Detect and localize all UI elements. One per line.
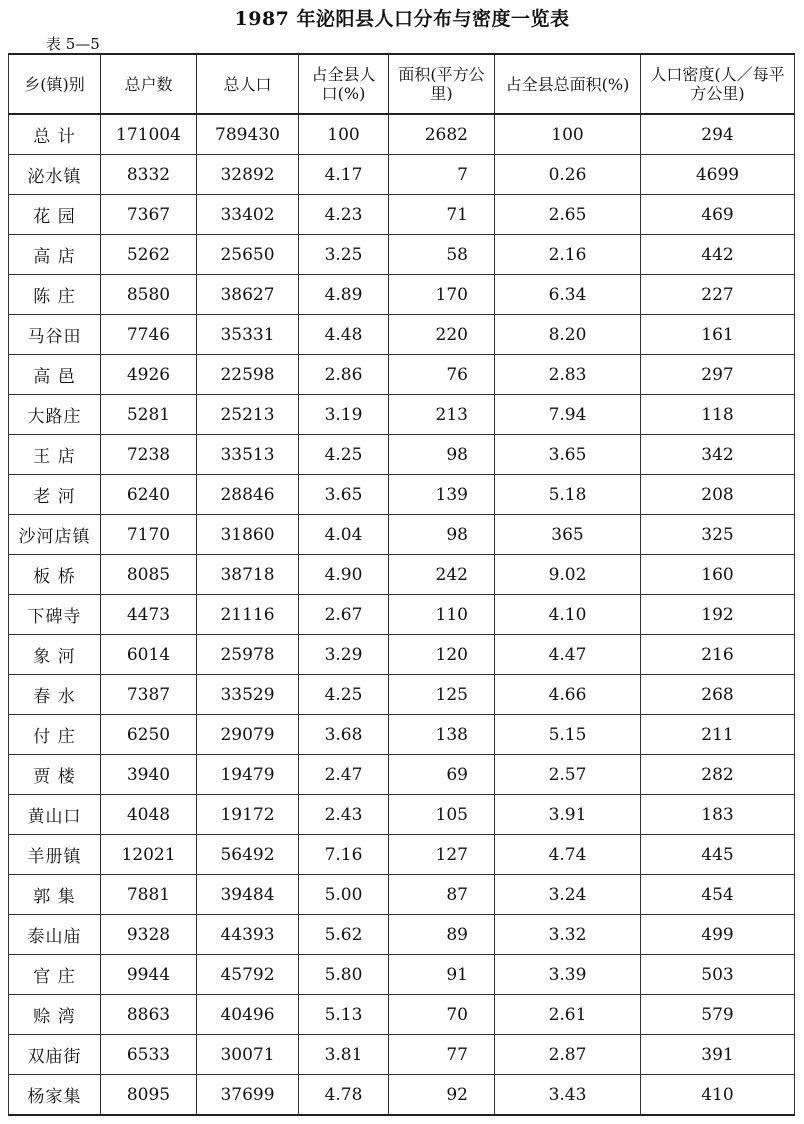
population-share-cell: 5.00 bbox=[299, 875, 389, 915]
population-share-cell: 5.62 bbox=[299, 915, 389, 955]
density-cell: 4699 bbox=[641, 155, 795, 195]
density-cell: 211 bbox=[641, 715, 795, 755]
page-title: 1987 年泌阳县人口分布与密度一览表 bbox=[234, 8, 570, 30]
density-cell: 391 bbox=[641, 1035, 795, 1075]
area-cell: 105 bbox=[389, 795, 495, 835]
population-cell: 29079 bbox=[197, 715, 299, 755]
population-cell: 33529 bbox=[197, 675, 299, 715]
table-row bbox=[9, 715, 795, 755]
area-cell: 127 bbox=[389, 835, 495, 875]
area-share-cell: 0.26 bbox=[495, 155, 641, 195]
population-table bbox=[8, 53, 795, 1116]
table-row bbox=[9, 235, 795, 275]
density-cell: 499 bbox=[641, 915, 795, 955]
township-name: 春 水 bbox=[9, 675, 101, 715]
area-cell: 98 bbox=[389, 435, 495, 475]
density-cell: 192 bbox=[641, 595, 795, 635]
area-share-cell: 7.94 bbox=[495, 395, 641, 435]
households-cell: 7238 bbox=[101, 435, 197, 475]
population-cell: 44393 bbox=[197, 915, 299, 955]
area-cell: 170 bbox=[389, 275, 495, 315]
area-share-cell: 8.20 bbox=[495, 315, 641, 355]
population-share-cell: 4.04 bbox=[299, 515, 389, 555]
households-cell: 9328 bbox=[101, 915, 197, 955]
area-share-cell: 3.43 bbox=[495, 1075, 641, 1116]
density-cell: 183 bbox=[641, 795, 795, 835]
population-cell: 25650 bbox=[197, 235, 299, 275]
table-row bbox=[9, 355, 795, 395]
population-cell: 38627 bbox=[197, 275, 299, 315]
table-body bbox=[9, 114, 795, 1115]
households-cell: 7881 bbox=[101, 875, 197, 915]
households-cell: 8863 bbox=[101, 995, 197, 1035]
density-cell: 160 bbox=[641, 555, 795, 595]
density-cell: 268 bbox=[641, 675, 795, 715]
table-row bbox=[9, 435, 795, 475]
table-row bbox=[9, 555, 795, 595]
households-cell: 12021 bbox=[101, 835, 197, 875]
households-cell: 8085 bbox=[101, 555, 197, 595]
density-cell: 161 bbox=[641, 315, 795, 355]
population-share-cell: 3.29 bbox=[299, 635, 389, 675]
density-cell: 208 bbox=[641, 475, 795, 515]
population-cell: 38718 bbox=[197, 555, 299, 595]
area-cell: 91 bbox=[389, 955, 495, 995]
households-cell: 8332 bbox=[101, 155, 197, 195]
area-cell: 71 bbox=[389, 195, 495, 235]
area-share-cell: 2.83 bbox=[495, 355, 641, 395]
population-share-cell: 2.67 bbox=[299, 595, 389, 635]
column-header-area-share: 占全县总面积(%) bbox=[495, 54, 641, 114]
area-share-cell: 2.87 bbox=[495, 1035, 641, 1075]
area-cell: 2682 bbox=[389, 114, 495, 155]
households-cell: 171004 bbox=[101, 114, 197, 155]
population-cell: 33513 bbox=[197, 435, 299, 475]
table-row bbox=[9, 475, 795, 515]
area-cell: 92 bbox=[389, 1075, 495, 1116]
township-name: 沙河店镇 bbox=[9, 515, 101, 555]
area-share-cell: 2.16 bbox=[495, 235, 641, 275]
population-share-cell: 2.47 bbox=[299, 755, 389, 795]
households-cell: 5262 bbox=[101, 235, 197, 275]
population-cell: 31860 bbox=[197, 515, 299, 555]
households-cell: 4926 bbox=[101, 355, 197, 395]
table-row bbox=[9, 635, 795, 675]
area-share-cell: 5.15 bbox=[495, 715, 641, 755]
township-name: 双庙街 bbox=[9, 1035, 101, 1075]
households-cell: 4048 bbox=[101, 795, 197, 835]
area-share-cell: 3.39 bbox=[495, 955, 641, 995]
population-cell: 19172 bbox=[197, 795, 299, 835]
households-cell: 6014 bbox=[101, 635, 197, 675]
township-name: 王 店 bbox=[9, 435, 101, 475]
area-share-cell: 365 bbox=[495, 515, 641, 555]
households-cell: 8095 bbox=[101, 1075, 197, 1116]
population-cell: 35331 bbox=[197, 315, 299, 355]
population-cell: 30071 bbox=[197, 1035, 299, 1075]
table-number: 表 5—5 bbox=[46, 35, 100, 53]
population-share-cell: 5.13 bbox=[299, 995, 389, 1035]
density-cell: 297 bbox=[641, 355, 795, 395]
density-cell: 442 bbox=[641, 235, 795, 275]
population-cell: 39484 bbox=[197, 875, 299, 915]
households-cell: 6533 bbox=[101, 1035, 197, 1075]
table-row bbox=[9, 515, 795, 555]
township-name: 羊册镇 bbox=[9, 835, 101, 875]
table-header-row bbox=[9, 54, 795, 114]
households-cell: 6240 bbox=[101, 475, 197, 515]
area-share-cell: 2.65 bbox=[495, 195, 641, 235]
table-row bbox=[9, 195, 795, 235]
population-cell: 40496 bbox=[197, 995, 299, 1035]
area-cell: 213 bbox=[389, 395, 495, 435]
population-share-cell: 3.25 bbox=[299, 235, 389, 275]
density-cell: 579 bbox=[641, 995, 795, 1035]
area-cell: 138 bbox=[389, 715, 495, 755]
population-share-cell: 100 bbox=[299, 114, 389, 155]
township-name: 泰山庙 bbox=[9, 915, 101, 955]
population-share-cell: 4.90 bbox=[299, 555, 389, 595]
area-cell: 77 bbox=[389, 1035, 495, 1075]
population-cell: 19479 bbox=[197, 755, 299, 795]
population-share-cell: 4.25 bbox=[299, 675, 389, 715]
density-cell: 282 bbox=[641, 755, 795, 795]
population-cell: 21116 bbox=[197, 595, 299, 635]
area-share-cell: 3.32 bbox=[495, 915, 641, 955]
area-cell: 120 bbox=[389, 635, 495, 675]
area-cell: 125 bbox=[389, 675, 495, 715]
area-cell: 110 bbox=[389, 595, 495, 635]
table-row bbox=[9, 275, 795, 315]
area-share-cell: 100 bbox=[495, 114, 641, 155]
area-share-cell: 5.18 bbox=[495, 475, 641, 515]
township-name: 总 计 bbox=[9, 114, 101, 155]
table-row bbox=[9, 675, 795, 715]
area-share-cell: 3.91 bbox=[495, 795, 641, 835]
households-cell: 9944 bbox=[101, 955, 197, 995]
population-share-cell: 4.78 bbox=[299, 1075, 389, 1116]
township-name: 黄山口 bbox=[9, 795, 101, 835]
area-share-cell: 2.57 bbox=[495, 755, 641, 795]
density-cell: 216 bbox=[641, 635, 795, 675]
area-share-cell: 6.34 bbox=[495, 275, 641, 315]
population-cell: 32892 bbox=[197, 155, 299, 195]
area-share-cell: 4.47 bbox=[495, 635, 641, 675]
table-row bbox=[9, 595, 795, 635]
column-header-households: 总户数 bbox=[101, 54, 197, 114]
township-name: 官 庄 bbox=[9, 955, 101, 995]
area-share-cell: 3.24 bbox=[495, 875, 641, 915]
households-cell: 8580 bbox=[101, 275, 197, 315]
table-row bbox=[9, 1035, 795, 1075]
area-cell: 76 bbox=[389, 355, 495, 395]
township-name: 老 河 bbox=[9, 475, 101, 515]
density-cell: 469 bbox=[641, 195, 795, 235]
density-cell: 325 bbox=[641, 515, 795, 555]
population-share-cell: 4.89 bbox=[299, 275, 389, 315]
area-share-cell: 3.65 bbox=[495, 435, 641, 475]
township-name: 郭 集 bbox=[9, 875, 101, 915]
density-cell: 454 bbox=[641, 875, 795, 915]
population-share-cell: 3.68 bbox=[299, 715, 389, 755]
area-share-cell: 4.66 bbox=[495, 675, 641, 715]
area-cell: 58 bbox=[389, 235, 495, 275]
table-row bbox=[9, 835, 795, 875]
table-row bbox=[9, 155, 795, 195]
population-share-cell: 2.86 bbox=[299, 355, 389, 395]
population-cell: 56492 bbox=[197, 835, 299, 875]
population-share-cell: 3.19 bbox=[299, 395, 389, 435]
density-cell: 227 bbox=[641, 275, 795, 315]
density-cell: 342 bbox=[641, 435, 795, 475]
township-name: 象 河 bbox=[9, 635, 101, 675]
table-row bbox=[9, 395, 795, 435]
population-cell: 33402 bbox=[197, 195, 299, 235]
population-share-cell: 4.25 bbox=[299, 435, 389, 475]
population-cell: 37699 bbox=[197, 1075, 299, 1116]
column-header-population: 总人口 bbox=[197, 54, 299, 114]
township-name: 贾 楼 bbox=[9, 755, 101, 795]
column-header-density: 人口密度(人／每平方公里) bbox=[641, 54, 795, 114]
area-cell: 98 bbox=[389, 515, 495, 555]
population-share-cell: 5.80 bbox=[299, 955, 389, 995]
table-row bbox=[9, 315, 795, 355]
area-share-cell: 4.10 bbox=[495, 595, 641, 635]
population-cell: 28846 bbox=[197, 475, 299, 515]
area-cell: 220 bbox=[389, 315, 495, 355]
density-cell: 503 bbox=[641, 955, 795, 995]
township-name: 杨家集 bbox=[9, 1075, 101, 1116]
area-cell: 139 bbox=[389, 475, 495, 515]
households-cell: 7170 bbox=[101, 515, 197, 555]
column-header-area: 面积(平方公里) bbox=[389, 54, 495, 114]
township-name: 板 桥 bbox=[9, 555, 101, 595]
population-share-cell: 4.23 bbox=[299, 195, 389, 235]
table-row bbox=[9, 1075, 795, 1116]
density-cell: 294 bbox=[641, 114, 795, 155]
area-share-cell: 2.61 bbox=[495, 995, 641, 1035]
area-cell: 7 bbox=[389, 155, 495, 195]
households-cell: 7367 bbox=[101, 195, 197, 235]
population-share-cell: 7.16 bbox=[299, 835, 389, 875]
township-name: 大路庄 bbox=[9, 395, 101, 435]
total-row bbox=[9, 114, 795, 155]
table-row bbox=[9, 915, 795, 955]
households-cell: 4473 bbox=[101, 595, 197, 635]
households-cell: 7387 bbox=[101, 675, 197, 715]
column-header-township: 乡(镇)别 bbox=[9, 54, 101, 114]
population-cell: 25213 bbox=[197, 395, 299, 435]
population-share-cell: 3.65 bbox=[299, 475, 389, 515]
population-cell: 45792 bbox=[197, 955, 299, 995]
population-share-cell: 2.43 bbox=[299, 795, 389, 835]
density-cell: 118 bbox=[641, 395, 795, 435]
township-name: 马谷田 bbox=[9, 315, 101, 355]
township-name: 下碑寺 bbox=[9, 595, 101, 635]
table-row bbox=[9, 955, 795, 995]
table-container bbox=[8, 53, 794, 1116]
table-row bbox=[9, 875, 795, 915]
township-name: 高 邑 bbox=[9, 355, 101, 395]
township-name: 陈 庄 bbox=[9, 275, 101, 315]
area-cell: 87 bbox=[389, 875, 495, 915]
density-cell: 445 bbox=[641, 835, 795, 875]
table-row bbox=[9, 755, 795, 795]
township-name: 付 庄 bbox=[9, 715, 101, 755]
population-share-cell: 4.17 bbox=[299, 155, 389, 195]
area-cell: 242 bbox=[389, 555, 495, 595]
households-cell: 3940 bbox=[101, 755, 197, 795]
table-row bbox=[9, 795, 795, 835]
area-cell: 70 bbox=[389, 995, 495, 1035]
population-cell: 25978 bbox=[197, 635, 299, 675]
township-name: 泌水镇 bbox=[9, 155, 101, 195]
township-name: 赊 湾 bbox=[9, 995, 101, 1035]
population-share-cell: 4.48 bbox=[299, 315, 389, 355]
population-share-cell: 3.81 bbox=[299, 1035, 389, 1075]
township-name: 高 店 bbox=[9, 235, 101, 275]
area-cell: 69 bbox=[389, 755, 495, 795]
households-cell: 5281 bbox=[101, 395, 197, 435]
column-header-population-share: 占全县人口(%) bbox=[299, 54, 389, 114]
population-cell: 789430 bbox=[197, 114, 299, 155]
density-cell: 410 bbox=[641, 1075, 795, 1116]
population-cell: 22598 bbox=[197, 355, 299, 395]
township-name: 花 园 bbox=[9, 195, 101, 235]
area-cell: 89 bbox=[389, 915, 495, 955]
area-share-cell: 9.02 bbox=[495, 555, 641, 595]
households-cell: 7746 bbox=[101, 315, 197, 355]
area-share-cell: 4.74 bbox=[495, 835, 641, 875]
table-row bbox=[9, 995, 795, 1035]
households-cell: 6250 bbox=[101, 715, 197, 755]
